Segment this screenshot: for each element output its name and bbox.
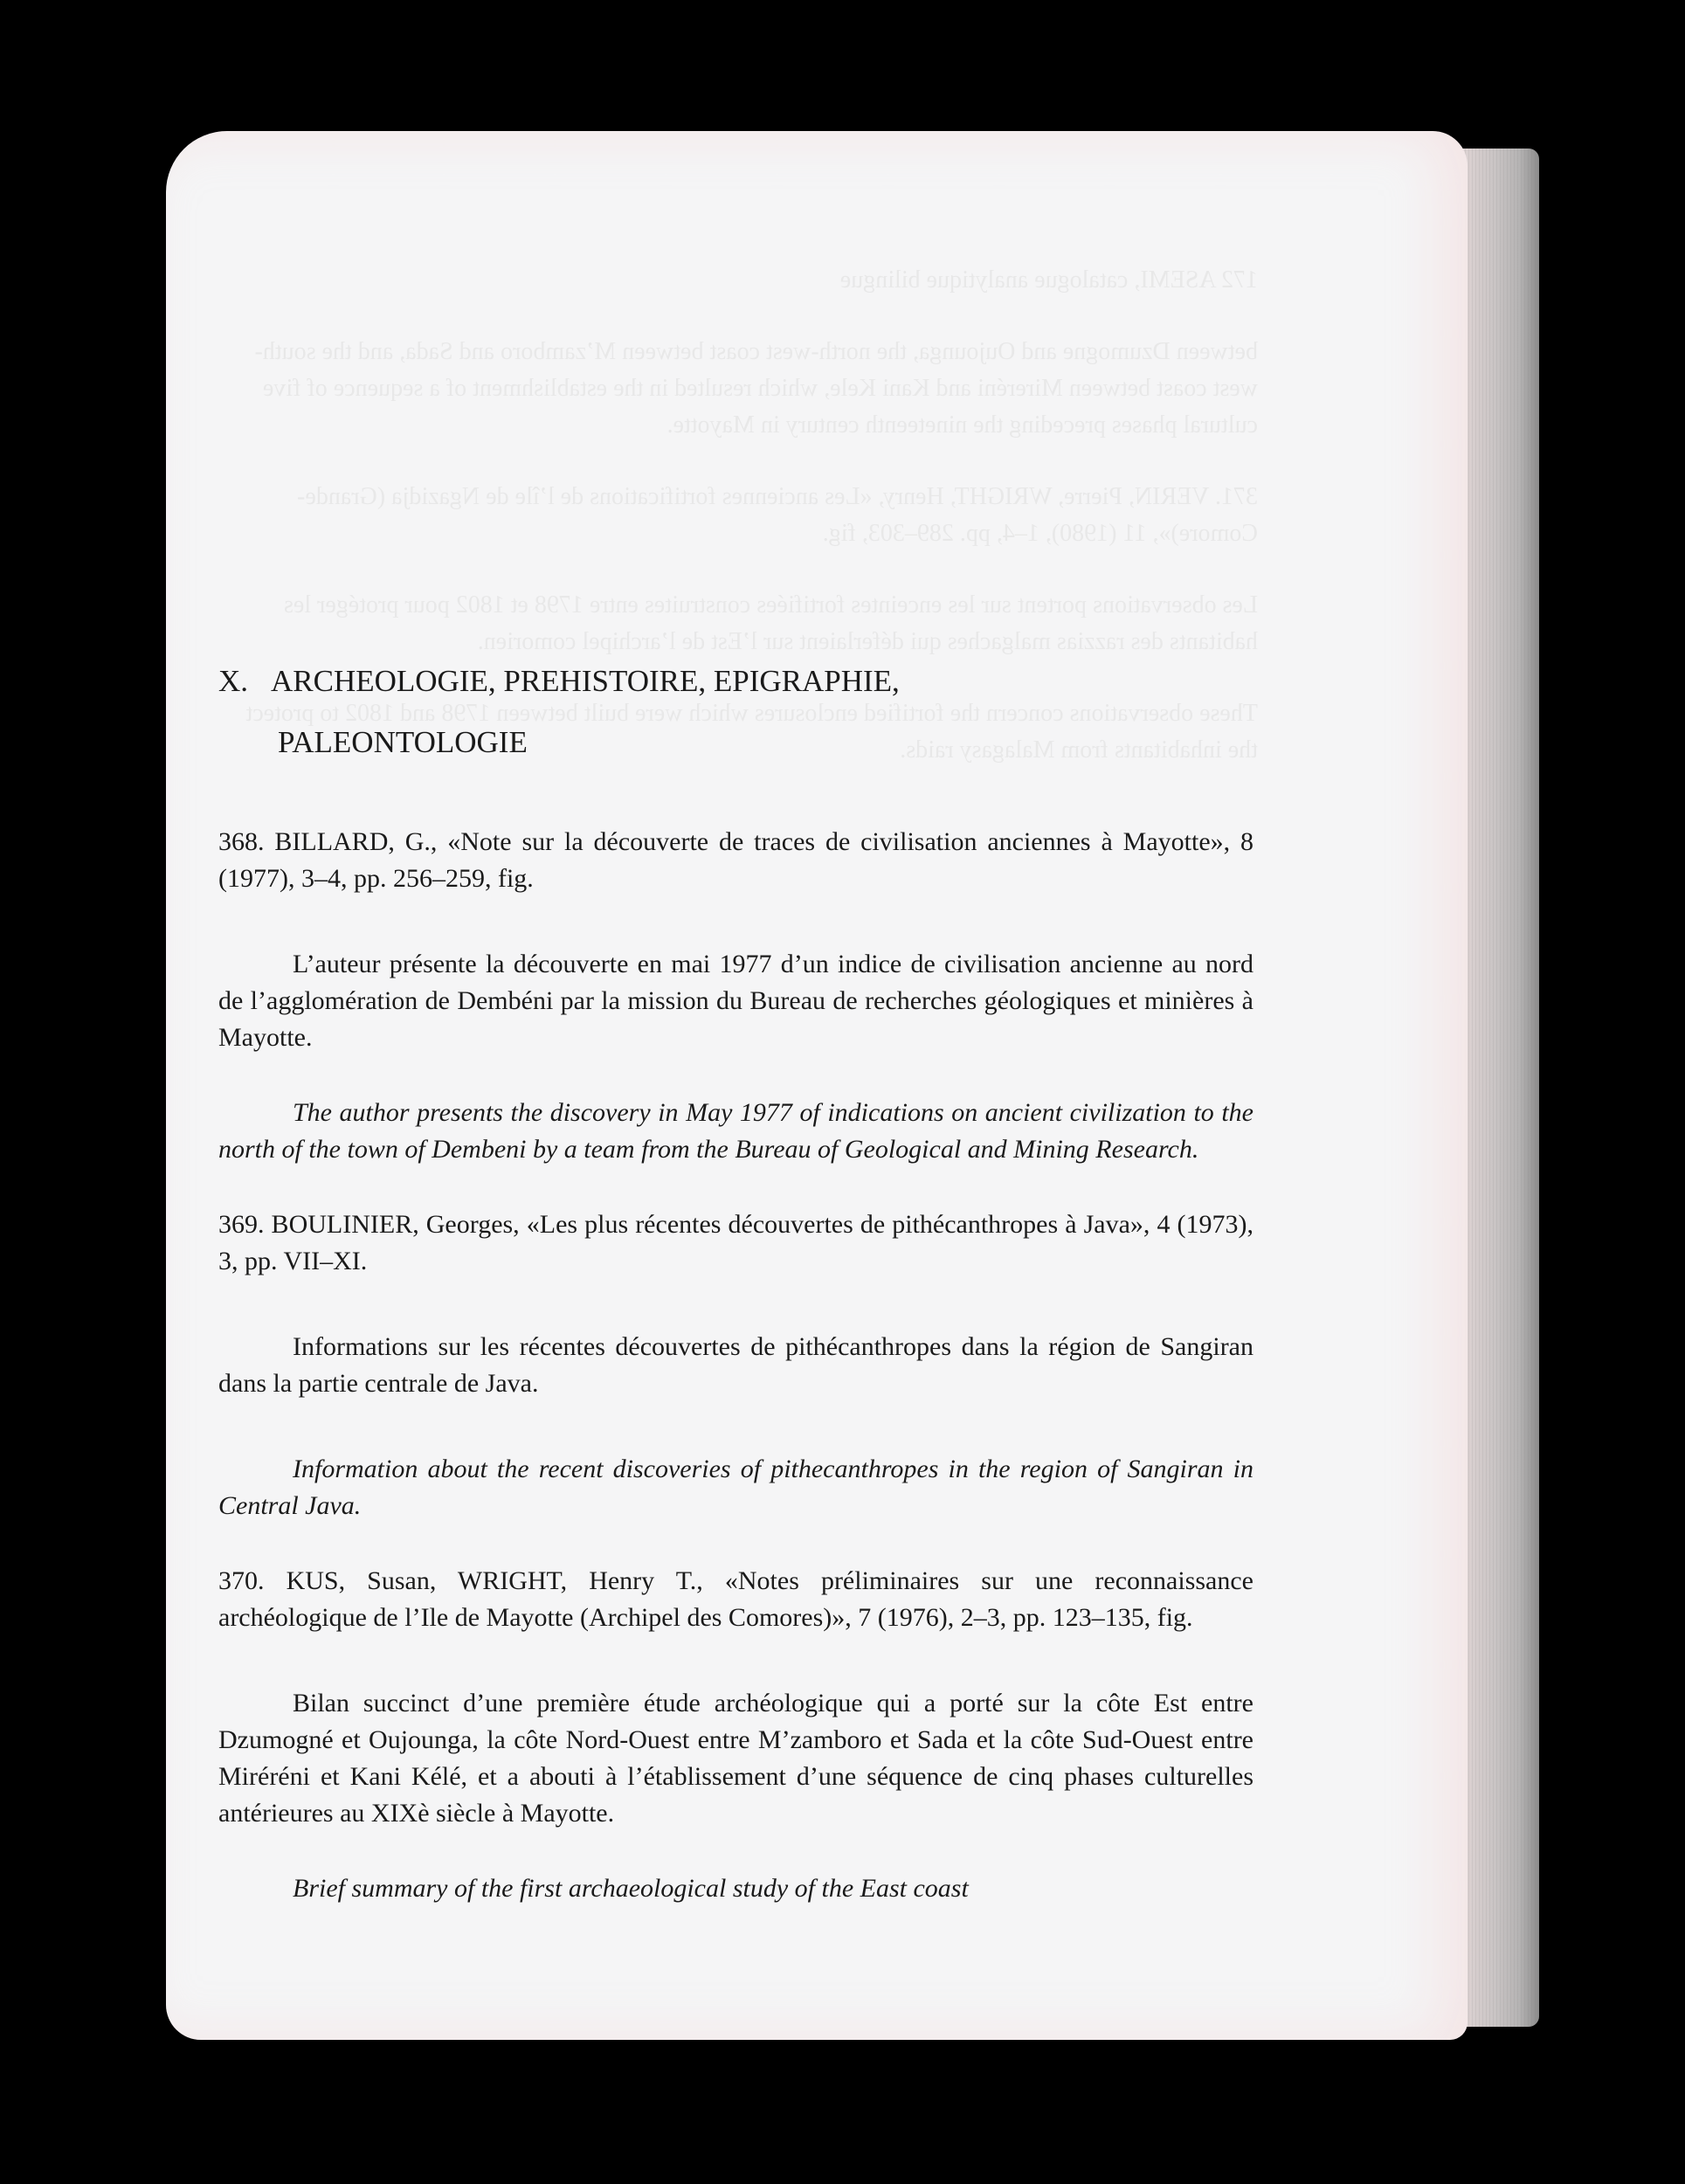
entry-abstract-english-369: Information about the recent discoveries of pithecanthropes in the region of Sangiran in Central Java.: [218, 1455, 1253, 1520]
section-heading: [218, 651, 1253, 773]
entry-citation-370: 370. KUS, Susan, WRIGHT, Henry T., «Notes préliminaires sur une reconnaissance archéologique de l’Ile de Mayotte (Archipel des Comores)», 7 (1976), 2–3, pp. 123–135, fig.: [218, 1566, 1253, 1632]
entry-abstract-english-370: Brief summary of the first archaeological study of the East coast: [293, 1874, 969, 1903]
entry-citation-368: 368. BILLARD, G., «Note sur la découverte de traces de civilisation anciennes à Mayotte», 8 (1977), 3–4, pp. 256–259, fig.: [218, 827, 1253, 893]
section-title-line2: PALEONTOLOGIE: [278, 725, 528, 759]
entry-abstract-french-369: Informations sur les récentes découvertes de pithécanthropes dans la région de Sangiran dans la partie centrale de Java.: [218, 1332, 1253, 1398]
entry-abstract-french-370: Bilan succinct d’une première étude archéologique qui a porté sur la côte Est entre Dzumogné et Oujounga, la côte Nord-Ouest entre M’zamboro et Sada et la côte Sud-Ouest entre Miréréni et Kani Kélé, et a abouti à l’établissement d’une séquence de cinq phases culturelles antérieures au XIXè siècle à Mayotte.: [218, 1689, 1253, 1828]
entry-citation-369: 369. BOULINIER, Georges, «Les plus récentes découvertes de pithécanthropes à Java», 4 (1973), 3, pp. VII–XI.: [218, 1210, 1253, 1275]
section-title-line1: ARCHEOLOGIE, PREHISTOIRE, EPIGRAPHIE,: [271, 664, 900, 698]
entry-abstract-french-368: L’auteur présente la découverte en mai 1977 d’un indice de civilisation ancienne au nord de l’agglomération de Dembéni par la mission du Bureau de recherches géologiques et minières à Mayotte.: [218, 950, 1253, 1052]
page-content: [218, 651, 1253, 1907]
section-number: X.: [218, 664, 249, 698]
entry-abstract-english-368: The author presents the discovery in May 1977 of indications on ancient civilization to the north of the town of Dembeni by a team from the Bureau of Geological and Mining Research.: [218, 1098, 1253, 1164]
